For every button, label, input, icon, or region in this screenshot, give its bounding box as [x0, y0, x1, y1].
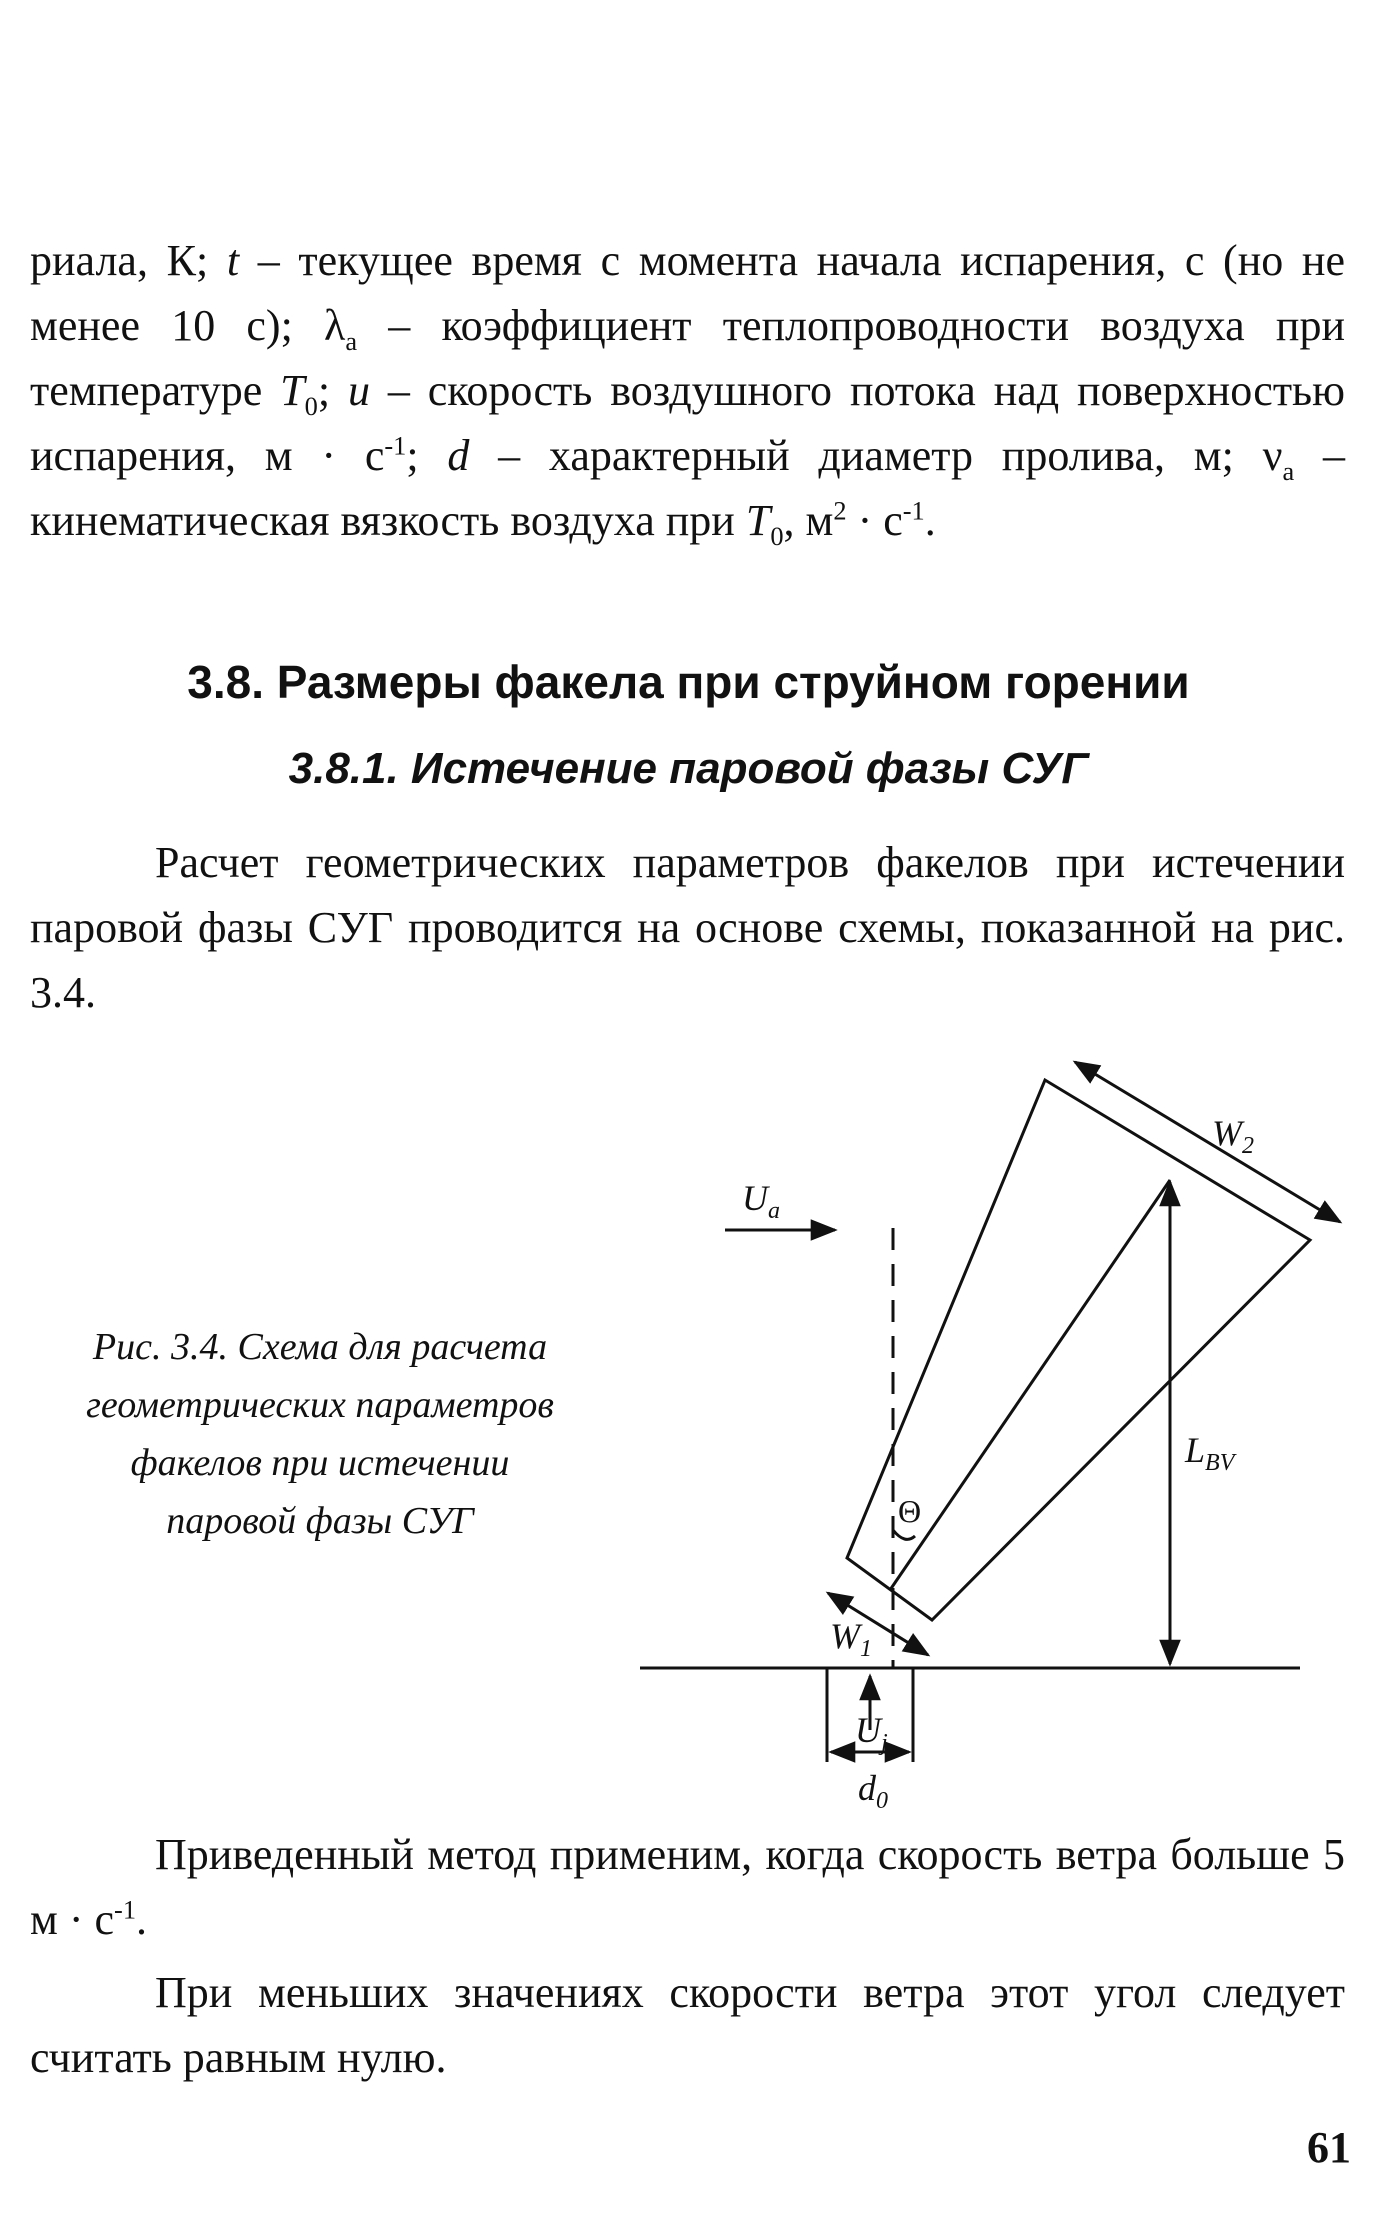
label-d0: $d_0$	[858, 1768, 888, 1814]
label-theta: Θ	[898, 1493, 922, 1529]
paragraph-low-wind: При меньших значениях скорости ветра этот угол следует считать равным нулю.	[30, 1968, 1345, 2082]
subsection-heading: 3.8.1. Истечение паровой фазы СУГ	[288, 744, 1089, 793]
caption-line: Рис. 3.4. Схема для расчета	[92, 1326, 548, 1368]
caption-line: паровой фазы СУГ	[166, 1500, 474, 1542]
label-w1: $W_1$	[830, 1616, 872, 1662]
label-lbv: $L_{BV}$	[1185, 1430, 1235, 1476]
page-number: 61	[1307, 2123, 1351, 2172]
caption-line: геометрических параметров	[86, 1384, 554, 1426]
flame-axis	[890, 1180, 1170, 1590]
label-uj: $U_j$	[855, 1710, 888, 1756]
label-w2: $W_2$	[1212, 1113, 1254, 1159]
paragraph-method: Приведенный метод применим, когда скорость ветра больше 5 $м \cdot с^{-1}$.	[30, 1830, 1345, 1944]
section-heading: 3.8. Размеры факела при струйном горении	[187, 656, 1190, 708]
w2-dimension-arrow	[1075, 1062, 1340, 1222]
paragraph-variables: риала, К; t – текущее время с момента начала испарения, с (но не менее 10 с); $\lambda_a$ – коэффициент теплопроводности воздуха при температуре $T_0$; u – скорость воздушного потока над поверхностью испарения, $м \cdot с^{-1}$; d – характерный диаметр пролива, м; $\nu_a$ – кинематическая вязкость воздуха при $T_0$, $м^2 \cdot с^{-1}$.	[30, 236, 1345, 551]
theta-angle-arc	[893, 1530, 915, 1539]
label-ua: $U_a$	[742, 1178, 780, 1224]
caption-line: факелов при истечении	[130, 1442, 510, 1484]
paragraph-intro: Расчет геометрических параметров факелов при истечении паровой фазы СУГ проводится на основе схемы, показанной на рис. 3.4.	[30, 838, 1345, 1017]
